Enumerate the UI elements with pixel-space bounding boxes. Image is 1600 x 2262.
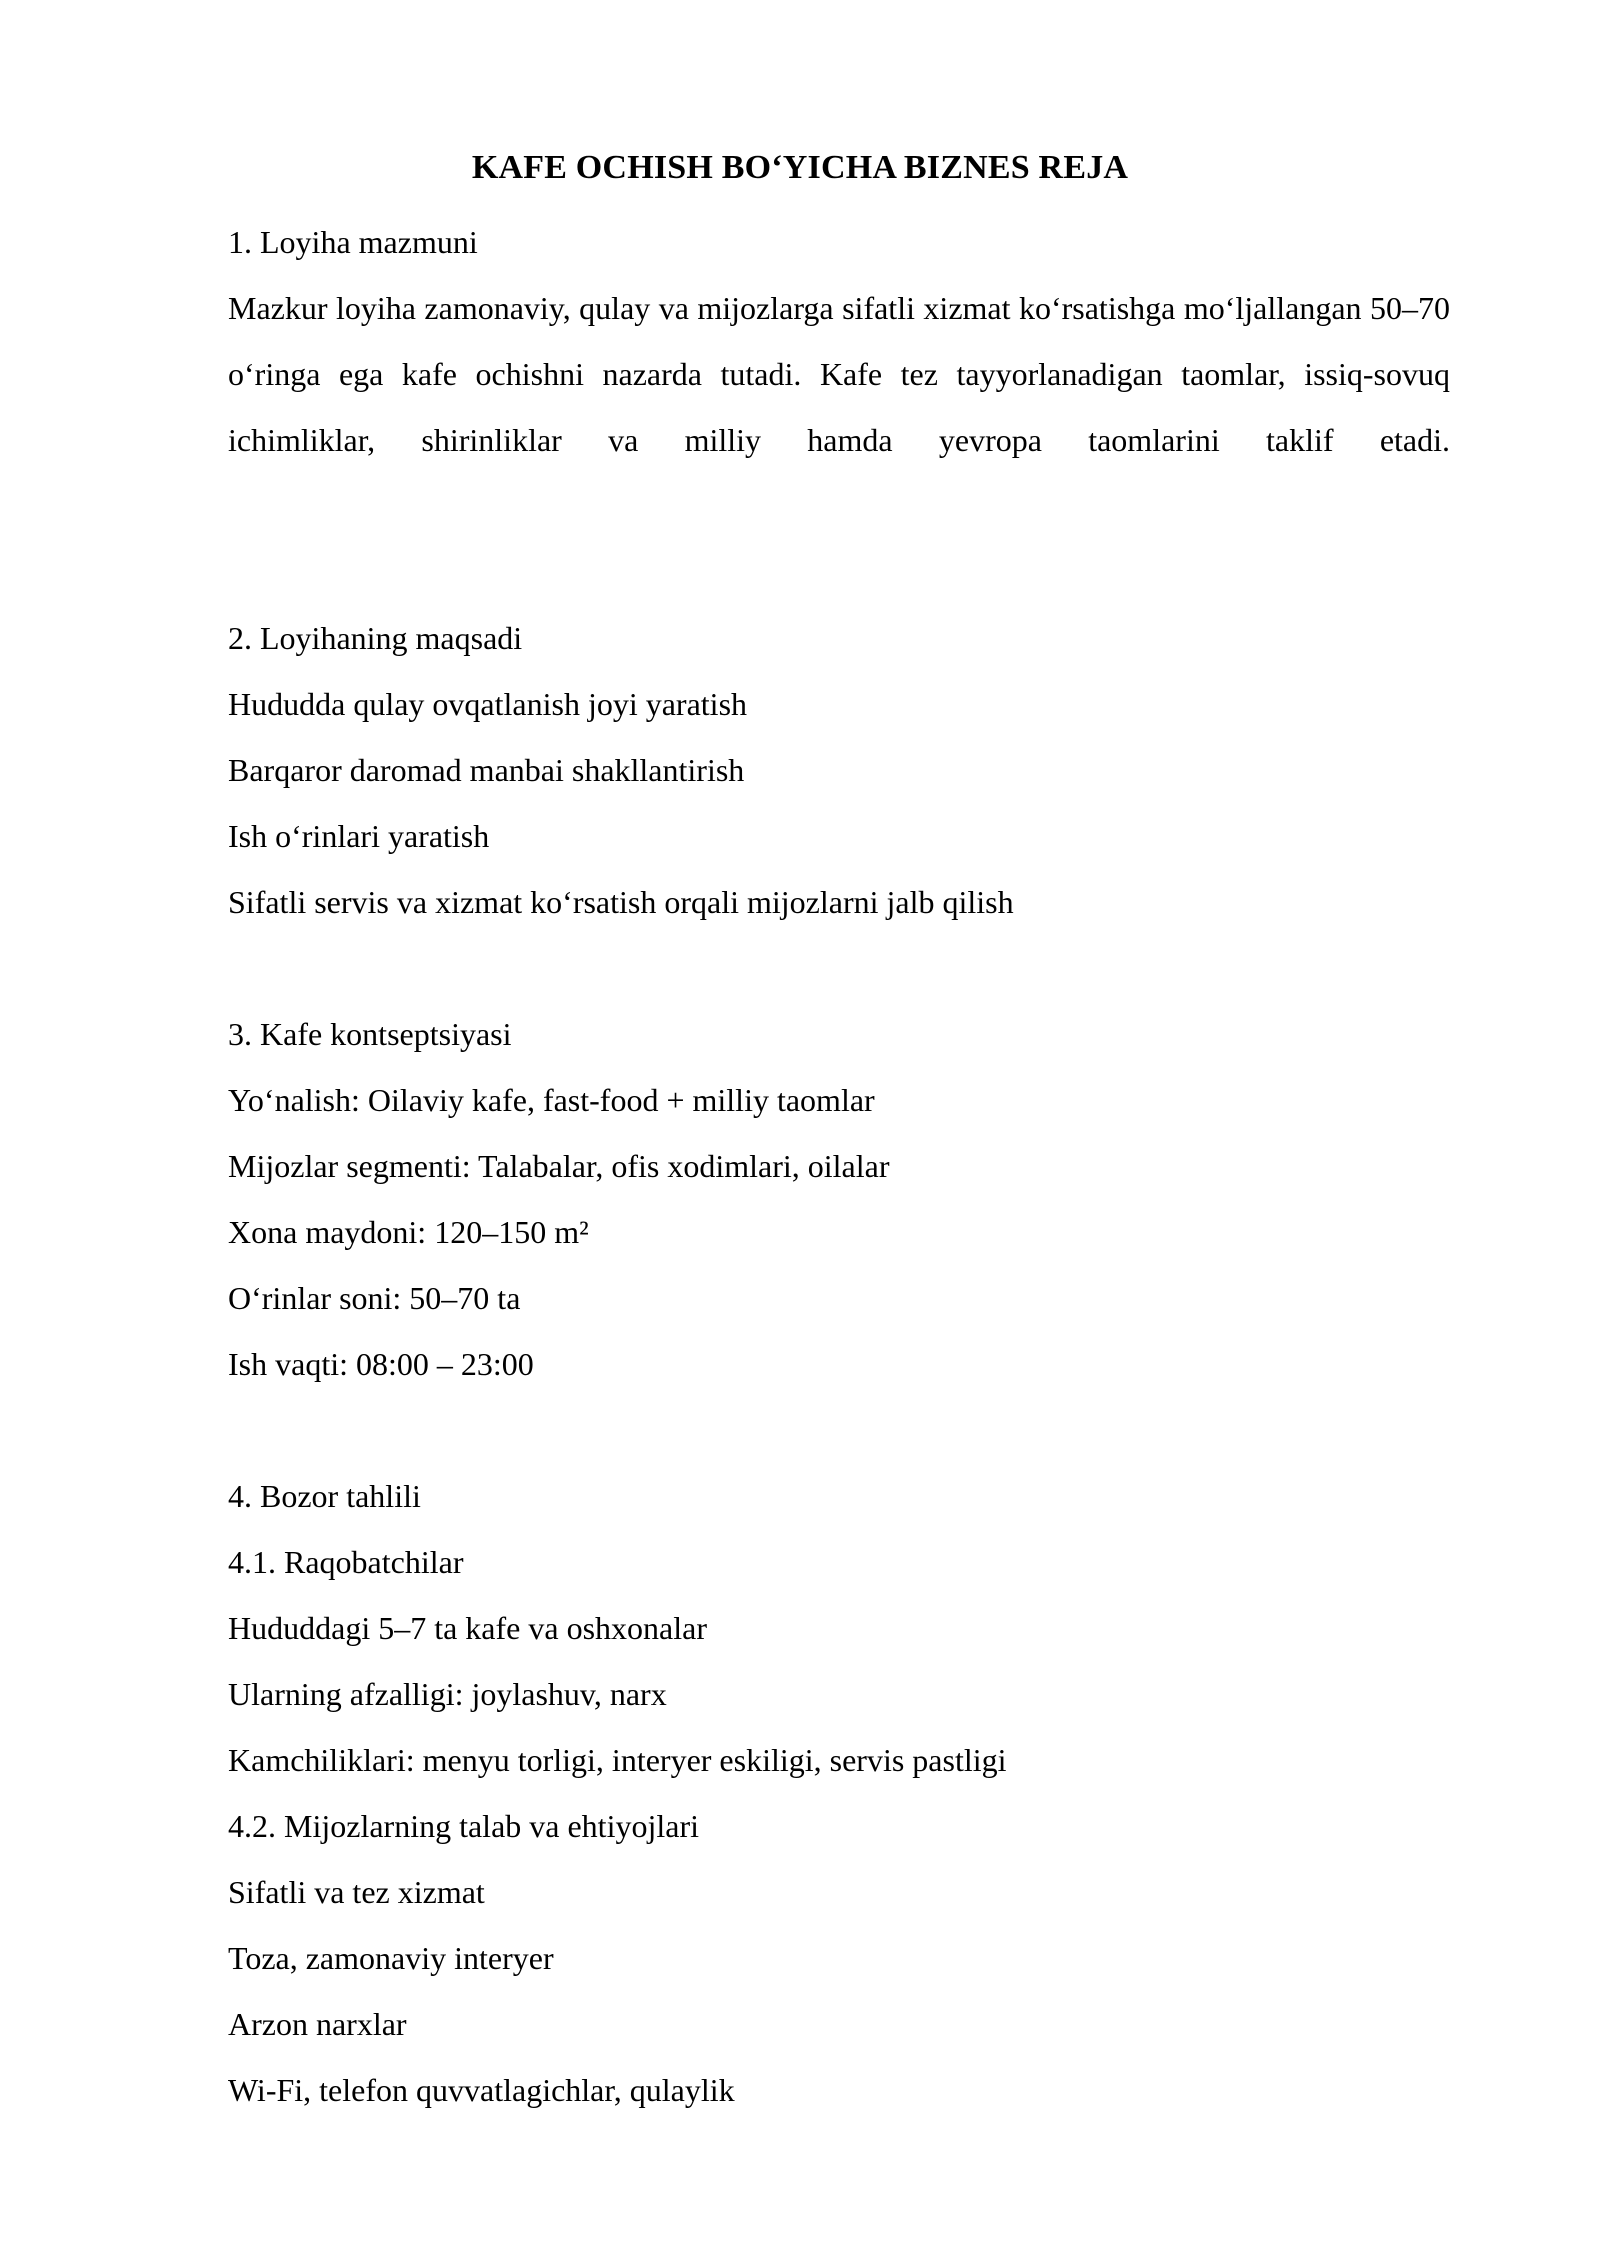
section-4	[228, 1463, 1450, 2123]
page-title: KAFE OCHISH BO‘YICHA BIZNES REJA	[471, 149, 1129, 186]
list-item: Mijozlar segmenti: Talabalar, ofis xodimlari, oilalar	[228, 1148, 890, 1185]
list-item: Kamchiliklari: menyu torligi, interyer eskiligi, servis pastligi	[228, 1742, 1007, 1779]
list-item: Ish vaqti: 08:00 – 23:00	[228, 1346, 534, 1383]
section-3-heading: 3. Kafe kontseptsiyasi	[228, 1016, 512, 1053]
section-2	[228, 605, 1450, 935]
section-4-heading: 4. Bozor tahlili	[228, 1478, 421, 1515]
list-item: Yo‘nalish: Oilaviy kafe, fast-food + milliy taomlar	[228, 1082, 875, 1119]
list-item: Hududda qulay ovqatlanish joyi yaratish	[228, 686, 748, 723]
section-3	[228, 1001, 1450, 1397]
section-1-paragraph: Mazkur loyiha zamonaviy, qulay va mijozlarga sifatli xizmat ko‘rsatishga mo‘ljallangan 50–70 o‘ringa ega kafe ochishni nazarda tutadi. Kafe tez tayyorlanadigan taomlar, issiq-sovuq ichimliklar, shirinliklar va milliy hamda yevropa taomlarini taklif etadi.	[228, 290, 1450, 459]
section-4-1-heading: 4.1. Raqobatchilar	[228, 1544, 464, 1581]
list-item: Barqaror daromad manbai shakllantirish	[228, 752, 745, 789]
section-spacer	[228, 539, 1450, 605]
section-2-heading: 2. Loyihaning maqsadi	[228, 620, 523, 657]
list-item: Toza, zamonaviy interyer	[228, 1940, 554, 1977]
section-4-2-heading: 4.2. Mijozlarning talab va ehtiyojlari	[228, 1808, 699, 1845]
section-spacer	[228, 1397, 1450, 1463]
section-1	[228, 209, 1450, 539]
list-item: Hududdagi 5–7 ta kafe va oshxonalar	[228, 1610, 707, 1647]
section-spacer	[228, 935, 1450, 1001]
list-item: Ish o‘rinlari yaratish	[228, 818, 490, 855]
list-item: Xona maydoni: 120–150 m²	[228, 1214, 589, 1251]
list-item: Arzon narxlar	[228, 2006, 407, 2043]
list-item: Ularning afzalligi: joylashuv, narx	[228, 1676, 667, 1713]
list-item: Sifatli va tez xizmat	[228, 1874, 485, 1911]
section-1-heading: 1. Loyiha mazmuni	[228, 224, 478, 261]
list-item: Sifatli servis va xizmat ko‘rsatish orqali mijozlarni jalb qilish	[228, 884, 1014, 921]
list-item: O‘rinlar soni: 50–70 ta	[228, 1280, 521, 1317]
list-item: Wi-Fi, telefon quvvatlagichlar, qulaylik	[228, 2072, 735, 2109]
